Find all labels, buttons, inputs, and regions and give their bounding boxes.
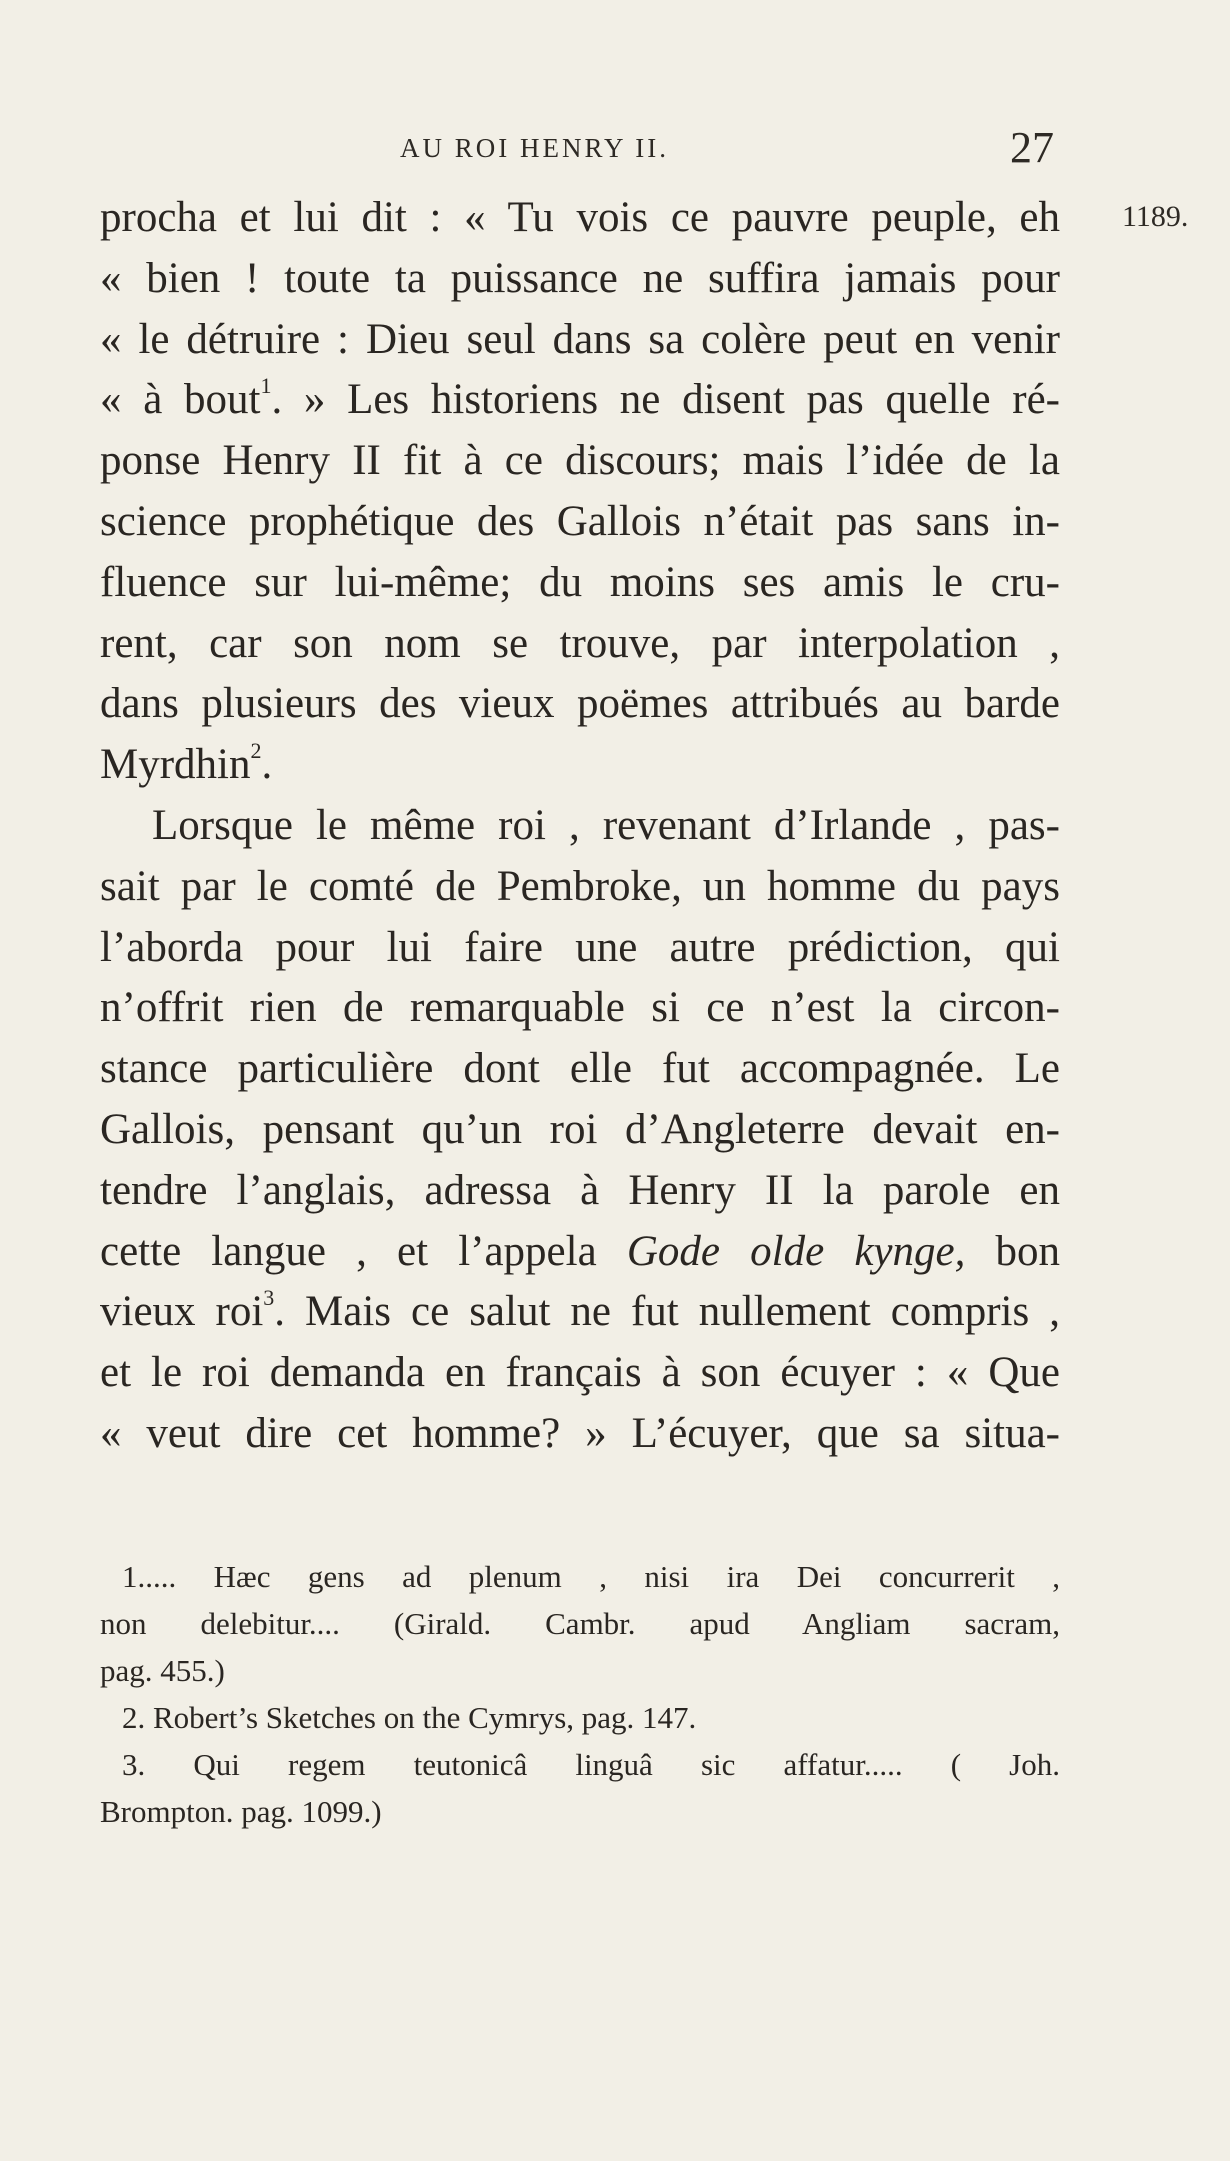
footnote-ref: 3 xyxy=(263,1285,275,1311)
text-line: « le détruire : Dieu seul dans sa colère peut en venir xyxy=(100,315,1060,363)
footnote-line: 1..... Hæc gens ad plenum , nisi ira Dei concurrerit , xyxy=(122,1559,1060,1594)
text-line: Lorsque le même roi , revenant d’Irlande , pas- xyxy=(152,801,1060,849)
footnote-line: Brompton. pag. 1099.) xyxy=(100,1794,382,1829)
main-text xyxy=(100,188,1060,1465)
text-line xyxy=(100,1282,1060,1343)
text-line: ponse Henry II fit à ce discours; mais l’idée de la xyxy=(100,437,1060,485)
text-line: n’offrit rien de remarquable si ce n’est la circon- xyxy=(100,984,1060,1032)
text-line xyxy=(100,370,1060,431)
text-line xyxy=(100,1222,1060,1283)
text-segment: bon xyxy=(965,1227,1060,1275)
running-title: AU ROI HENRY II. xyxy=(400,133,669,163)
footnote-line: non delebitur.... (Girald. Cambr. apud Angliam sacram, xyxy=(100,1606,1060,1641)
page-number: 27 xyxy=(1010,123,1054,172)
text-line xyxy=(100,735,1060,796)
text-segment: . xyxy=(261,741,273,789)
footnote-line: 2. Robert’s Sketches on the Cymrys, pag. 147. xyxy=(122,1700,697,1735)
text-line: fluence sur lui-même; du moins ses amis le cru- xyxy=(100,558,1060,606)
text-line: science prophétique des Gallois n’était pas sans in- xyxy=(100,497,1060,545)
footnote-line: pag. 455.) xyxy=(100,1653,225,1688)
footnote-ref: 1 xyxy=(260,373,272,399)
text-line: rent, car son nom se trouve, par interpolation , xyxy=(100,619,1060,667)
text-segment: « à bout xyxy=(100,376,261,424)
margin-year: 1189. xyxy=(1122,200,1189,233)
text-line: Gallois, pensant qu’un roi d’Angleterre devait en- xyxy=(100,1105,1060,1153)
text-line: stance particulière dont elle fut accompagnée. Le xyxy=(100,1045,1060,1093)
text-segment: vieux roi xyxy=(100,1288,264,1336)
text-line: dans plusieurs des vieux poëmes attribués au barde xyxy=(100,680,1060,728)
text-line: « veut dire cet homme? » L’écuyer, que sa situa- xyxy=(100,1409,1060,1457)
text-segment: . Mais ce salut ne fut nullement compris , xyxy=(274,1288,1060,1336)
text-line: procha et lui dit : « Tu vois ce pauvre peuple, eh xyxy=(100,194,1060,241)
text-line: l’aborda pour lui faire une autre prédiction, qui xyxy=(100,923,1060,971)
text-segment: Myrdhin xyxy=(100,741,251,789)
footnote-ref: 2 xyxy=(250,738,262,764)
text-segment: . » Les historiens ne disent pas quelle ré- xyxy=(271,376,1060,424)
text-line: « bien ! toute ta puissance ne suffira jamais pour xyxy=(100,254,1060,302)
text-line: et le roi demanda en français à son écuyer : « Que xyxy=(100,1349,1060,1397)
text-segment: cette langue , et l’appela xyxy=(100,1227,627,1275)
text-line: sait par le comté de Pembroke, un homme du pays xyxy=(100,862,1060,910)
text-line: tendre l’anglais, adressa à Henry II la parole en xyxy=(100,1166,1060,1214)
footnote-line: 3. Qui regem teutonicâ linguâ sic affatur..... ( Joh. xyxy=(122,1747,1060,1782)
footnotes xyxy=(100,1553,1060,1835)
italic-phrase: Gode olde kynge, xyxy=(626,1227,966,1275)
